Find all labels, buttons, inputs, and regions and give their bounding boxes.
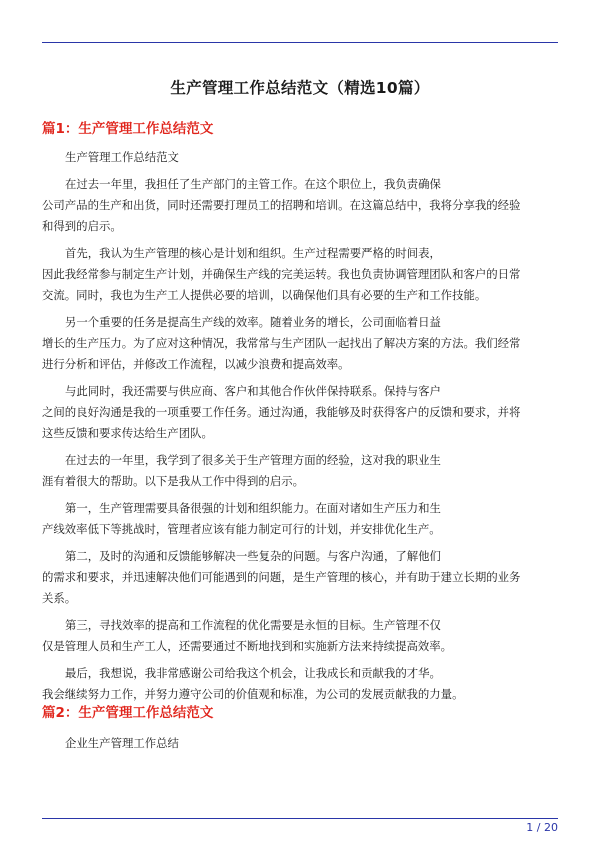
paragraph-line: 与此同时，我还需要与供应商、客户和其他合作伙伴保持联系。保持与客户 — [65, 384, 441, 398]
paragraph-line: 公司产品的生产和出货，同时还需要打理员工的招聘和培训。在这篇总结中，我将分享我的经验 — [42, 198, 521, 212]
header-rule — [42, 42, 558, 43]
paragraph-line: 的需求和要求，并迅速解决他们可能遇到的问题，是生产管理的核心，并有助于建立长期的业务 — [42, 570, 521, 584]
paragraph — [42, 498, 558, 540]
paragraph-line: 在过去一年里，我担任了生产部门的主管工作。在这个职位上，我负责确保 — [65, 177, 441, 191]
paragraph-line: 另一个重要的任务是提高生产线的效率。随着业务的增长，公司面临着日益 — [65, 315, 441, 329]
paragraph-line: 我会继续努力工作，并努力遵守公司的价值观和标准，为公司的发展贡献我的力量。 — [42, 687, 464, 701]
paragraph-line: 增长的生产压力。为了应对这种情况，我常常与生产团队一起找出了解决方案的方法。我们经常 — [42, 336, 521, 350]
paragraph-line: 首先，我认为生产管理的核心是计划和组织。生产过程需要严格的时间表， — [65, 246, 441, 260]
page-indicator: 1 / 20 — [526, 821, 558, 834]
paragraph — [42, 663, 558, 705]
section-1-body — [42, 147, 558, 705]
paragraph-line: 第二，及时的沟通和反馈能够解决一些复杂的问题。与客户沟通，了解他们 — [65, 549, 441, 563]
paragraph-line: 关系。 — [42, 591, 77, 605]
section-subtitle: 企业生产管理工作总结 — [65, 736, 179, 750]
footer-rule — [42, 818, 558, 819]
paragraph-line: 之间的良好沟通是我的一项重要工作任务。通过沟通，我能够及时获得客户的反馈和要求，并将 — [42, 405, 521, 419]
paragraph-line: 第一，生产管理需要具备很强的计划和组织能力。在面对诸如生产压力和生 — [65, 501, 441, 515]
paragraph — [42, 381, 558, 444]
paragraph — [42, 615, 558, 657]
paragraph-line: 因此我经常参与制定生产计划，并确保生产线的完美运转。我也负责协调管理团队和客户的日常 — [42, 267, 521, 281]
section-2-body — [42, 733, 558, 754]
paragraph-line: 在过去的一年里，我学到了很多关于生产管理方面的经验，这对我的职业生 — [65, 453, 441, 467]
paragraph-line: 第三，寻找效率的提高和工作流程的优化需要是永恒的目标。生产管理不仅 — [65, 618, 441, 632]
section-subtitle: 生产管理工作总结范文 — [65, 150, 179, 164]
section-heading-2: 篇2：生产管理工作总结范文 — [42, 705, 214, 721]
paragraph — [42, 243, 558, 306]
paragraph — [42, 546, 558, 609]
paragraph-line: 这些反馈和要求传达给生产团队。 — [42, 426, 213, 440]
paragraph-line: 仅是管理人员和生产工人，还需要通过不断地找到和实施新方法来持续提高效率。 — [42, 639, 453, 653]
paragraph — [42, 450, 558, 492]
paragraph-line: 进行分析和评估，并修改工作流程，以减少浪费和提高效率。 — [42, 357, 350, 371]
paragraph-line: 最后，我想说，我非常感谢公司给我这个机会，让我成长和贡献我的才华。 — [65, 666, 441, 680]
section-heading-1: 篇1：生产管理工作总结范文 — [42, 121, 214, 137]
paragraph-line: 涯有着很大的帮助。以下是我从工作中得到的启示。 — [42, 474, 304, 488]
paragraph — [42, 312, 558, 375]
document-title: 生产管理工作总结范文（精选10篇） — [170, 79, 430, 97]
paragraph-line: 产线效率低下等挑战时，管理者应该有能力制定可行的计划，并安排优化生产。 — [42, 522, 441, 536]
paragraph — [42, 174, 558, 237]
paragraph-line: 交流。同时，我也为生产工人提供必要的培训，以确保他们具有必要的生产和工作技能。 — [42, 288, 487, 302]
paragraph-line: 和得到的启示。 — [42, 219, 122, 233]
